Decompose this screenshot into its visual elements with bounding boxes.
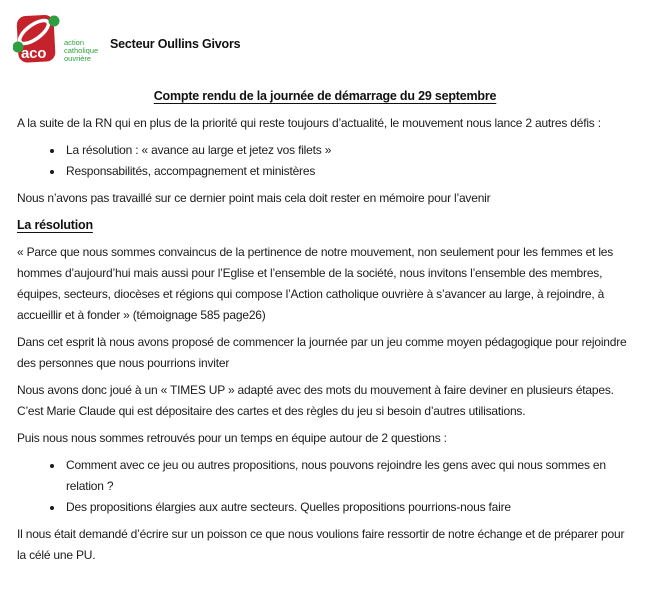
logo-green-dot-top	[49, 16, 60, 27]
closing-paragraph: Il nous était demandé d’écrire sur un poisson ce que nous voulions faire ressortir de notre échange et de préparer pour la célé une PU.	[17, 527, 625, 562]
logo-tagline	[64, 39, 98, 63]
logo-acronym: aco	[21, 45, 47, 62]
quote-paragraph: « Parce que nous sommes convaincus de la pertinence de notre mouvement, non seulement pour les femmes et les hommes d’aujourd’hui mais aussi pour l’Eglise et l’ensemble de la société, nous invitons l’ensemble des membres, équipes, secteurs, diocèses et régions qui compose l’Action catholique ouvrière à s’avancer au large, à rejoindre, à accueillir et à fonder » (témoignage 585 page26)	[17, 245, 614, 322]
timesup-paragraph: Nous avons donc joué à un « TIMES UP » adapté avec des mots du mouvement à faire deviner en plusieurs étapes. C’est Marie Claude qui est dépositaire des cartes et des règles du jeu si besoin d’autres utilisations.	[17, 383, 614, 418]
section-heading-text: La résolution	[17, 218, 93, 232]
defis-item-resolution: • La résolution : « avance au large et jetez vos filets »	[64, 140, 633, 161]
document-title	[17, 86, 633, 107]
defis-list	[17, 140, 633, 182]
questions-intro-paragraph: Puis nous nous sommes retrouvés pour un temps en équipe autour de 2 questions :	[17, 431, 447, 445]
aco-logo-mark	[13, 12, 61, 68]
document-title-text: Compte rendu de la journée de démarrage du 29 septembre	[153, 89, 497, 103]
document-header	[17, 12, 633, 76]
aco-logo	[13, 12, 98, 68]
logo-tagline-line-2: catholique	[64, 46, 99, 55]
intro-paragraph: A la suite de la RN qui en plus de la priorité qui reste toujours d’actualité, le mouvement nous lance 2 autres défis :	[17, 116, 601, 130]
sector-title: Secteur Oullins Givors	[110, 37, 241, 51]
questions-list	[17, 455, 633, 518]
defis-item-responsabilites: • Responsabilités, accompagnement et ministères	[64, 161, 633, 182]
question-item-rejoindre: • Comment avec ce jeu ou autres propositions, nous pouvons rejoindre les gens avec qui nous sommes en relation ?	[64, 455, 633, 497]
jeu-paragraph: Dans cet esprit là nous avons proposé de commencer la journée par un jeu comme moyen pédagogique pour rejoindre des personnes que nous pourrions inviter	[17, 335, 627, 370]
logo-tagline-line-3: ouvrière	[64, 54, 92, 63]
question-item-propositions: • Des propositions élargies aux autre secteurs. Quelles propositions pourrions-nous faire	[64, 497, 633, 518]
logo-tagline-line-1: action	[64, 38, 85, 47]
section-heading-resolution	[17, 215, 633, 236]
note-paragraph: Nous n’avons pas travaillé sur ce dernier point mais cela doit rester en mémoire pour l’avenir	[17, 191, 491, 205]
